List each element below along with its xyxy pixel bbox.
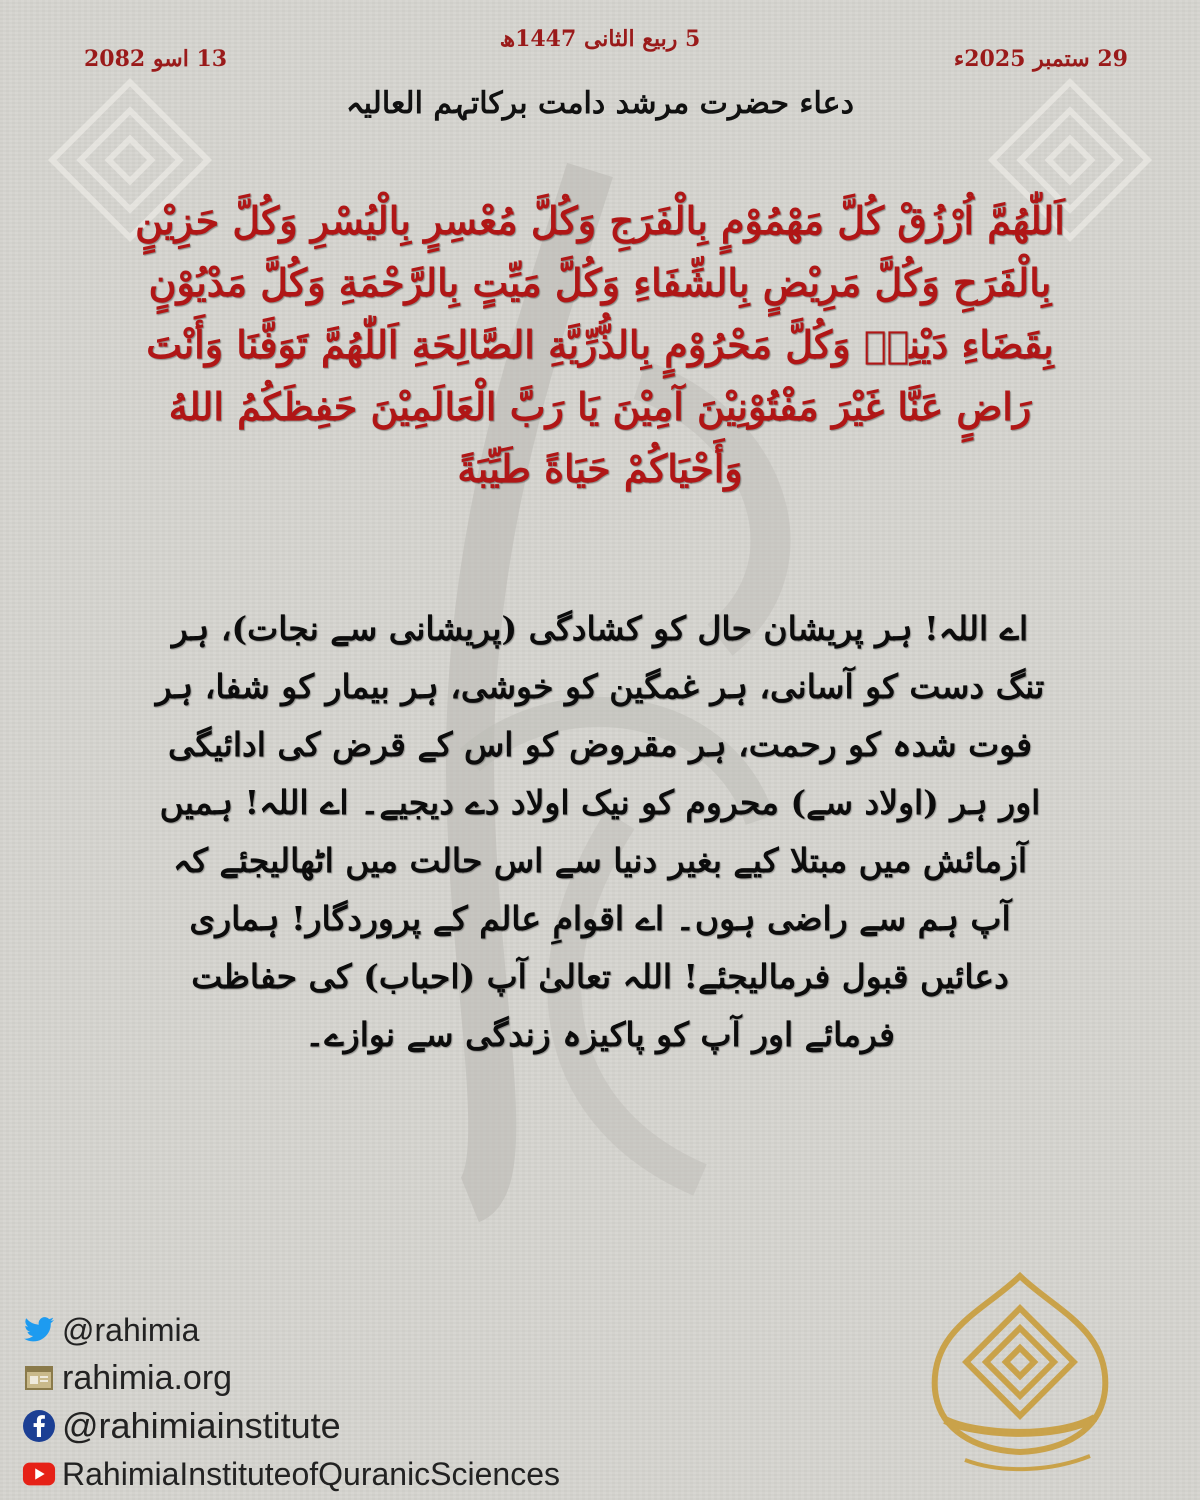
youtube-link[interactable] [22, 1450, 662, 1498]
social-links [22, 1306, 662, 1498]
gregorian-date: 29 ستمبر 2025ء [953, 46, 1128, 72]
arabic-dua-text: اَللّٰهُمَّ اُرْزُقْ كُلَّ مَهْمُوْمٍ بِالْفَرَجِ وَكُلَّ مُعْسِرٍ بِالْيُسْرِ وَكُلَّ حَزِيْنٍ بِالْفَرَحِ وَكُلَّ مَرِيْضٍ بِالشِّفَاءِ وَكُلَّ مَيِّتٍ بِالرَّحْمَةِ وَكُلَّ مَدْيُوْنٍ بِقَضَاءِ دَيْنِهٖ وَكُلَّ مَحْرُوْمٍ بِالذُّرِّيَّةِ الصَّالِحَةِ اَللّٰهُمَّ تَوَفَّنَا وَأَنْتَ رَاضٍ عَنَّا غَيْرَ مَفْتُوْنِيْنَ آمِيْنَ يَا رَبَّ الْعَالَمِيْنَ حَفِظَكُمُ اللهُ وَأَحْيَاكُمْ حَيَاةً طَيِّبَةً [135, 198, 1065, 491]
facebook-handle: @rahimiainstitute [62, 1405, 341, 1446]
rahimia-logo [905, 1270, 1135, 1480]
website-link[interactable] [22, 1354, 662, 1402]
twitter-link[interactable] [22, 1306, 662, 1354]
page-title: دعاء حضرت مرشد دامت برکاتہم العالیہ [346, 86, 854, 121]
urdu-translation-text: اے اللہ! ہر پریشان حال کو کشادگی (پریشانی سے نجات)، ہر تنگ دست کو آسانی، ہر غمگین کو خوشی، ہر بیمار کو شفا، ہر فوت شدہ کو رحمت، ہر مقروض کو اس کے قرض کی ادائیگی اور ہر (اولاد سے) محروم کو نیک اولاد دے دیجیے۔ اے اللہ! ہمیں آزمائش میں مبتلا کیے بغیر دنیا سے اس حالت میں اٹھالیجئے کہ آپ ہم سے راضی ہوں۔ اے اقوامِ عالم کے پروردگار! ہماری دعائیں قبول فرمالیجئے! اللہ تعالیٰ آپ (احباب) کی حفاظت فرمائے اور آپ کو پاکیزہ زندگی سے نوازے۔ [155, 609, 1045, 1054]
web-page-icon [22, 1361, 56, 1395]
twitter-bird-icon [22, 1313, 56, 1347]
website-url: rahimia.org [62, 1358, 233, 1397]
facebook-icon [22, 1409, 56, 1443]
hijri-date: 5 ربیع الثانی 1447ھ [499, 26, 701, 52]
facebook-link[interactable] [22, 1402, 662, 1450]
twitter-handle: @rahimia [62, 1311, 200, 1348]
youtube-channel: RahimiaInstituteofQuranicSciences [62, 1455, 561, 1492]
bikrami-date: 13 اسو 2082 [84, 46, 228, 72]
youtube-play-icon [22, 1457, 56, 1491]
